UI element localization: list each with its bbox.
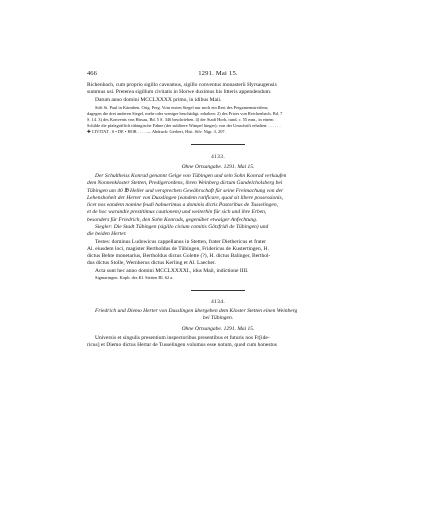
document-page (87, 70, 349, 349)
footnote-line: Stift St. Paul in Kärnthen. Orig. Perg. Vom ersten Siegel nur noch ein Rest des Pergamentstreifens; (95, 105, 269, 111)
summary-line: besonders für Friedrich, den Sohn Konrads, gegenüber etwaiger Anfechtung. (87, 216, 258, 223)
footnote-line: ✚ CIVITAT . S • DE • HOR . . . . — Abdruck: Gerbert, Hist. Silv. Nigr. 3, 207. (87, 129, 226, 135)
summary-line: licet nos eandem nomine feudi habuerimus a dominis dictis Pastoribus de Tusselingen, (87, 202, 278, 209)
summary-line: et de hoc warandie prestitimus cautionem) und weiterhin für sich und ihre Erben, (87, 209, 267, 216)
previous-document-ending (87, 82, 349, 135)
witness-line: dictus Behte monetarius, Bertholdus dictus Golette (?), H. dictus Balinger, Berthol- (87, 253, 271, 260)
page-number: 466 (87, 70, 97, 77)
sealer-line: Siegler: Die Stadt Tübingen (sigillo civium comitis Gôtzfridi de Tübingen) und (95, 224, 269, 230)
text-line: Richenbach, cum proprio sigillo caveamus, sigillo conventus monasterii Hyrsaugensis (87, 82, 277, 88)
summary-line: Der Schultheiss Konrad genannt Gelge von Tübingen und sein Sohn Konrad verkaufen (95, 172, 287, 179)
summary-line: Friedrich und Diemo Herter von Dusslingen übergeben dem Kloster Stetten einen Weinberg (95, 307, 298, 314)
document-date: Ohne Ortsangabe. 1291. Mai 15. (181, 163, 255, 170)
text-line: ricus] et Diemo dictus Hertar de Tusselingen volumus esse notum, quod cum honestus (87, 341, 277, 348)
source-note: Sigmaringen. Kopb. des Kl. Stetten Bl. 62 a. (95, 275, 174, 281)
summary-line: Lehenshoheit der Herter von Dusslingen (eandem ratificare, quod sit libere possessionis, (87, 194, 284, 201)
footnote-line: Schilde die pfalzgräflich tübingische Fahne (der sublitere Wimpel hinger); von der Umschrift erhalten: . . . . . . (87, 123, 281, 129)
witness-line: Testes: dominus Ludowicus cappellanus in Stetten, frater Diethericus et frater (95, 238, 266, 245)
witness-line: dus dictus Stolle, Wernherus dictus Kerling et Al. Laecher. (87, 260, 216, 267)
text-line: Universis et singulis presentium inspectoribus presentibus et futuris nos Fr[ide- (95, 334, 270, 341)
page-header (87, 70, 349, 82)
document-number: 4133. (210, 153, 226, 160)
footnote-line: S. 14. 3) des Konvents von Hirsau, Bd. 5 S. 346 beschrieben. 4) der Stadt Horb, rund, c. 55 mm., in einem (87, 117, 274, 123)
summary-line: bei Tübingen. (202, 315, 234, 322)
document-4134 (87, 299, 349, 349)
document-date: Ohne Ortsangabe. 1291. Mai 15. (181, 325, 255, 332)
datum-line: Datum anno domini MCCLXXXX primo, in idibus Maii. (95, 96, 222, 103)
footnote-line: dagegen die drei anderen Siegel, mehr oder weniger beschädigt, erhalten: 2) des Priors von Reichenbach, Bd. 7 (87, 111, 283, 117)
witness-line: Al. eiusdem loci, magister Bertholdus de Tûbingen, Fridericus de Kustertingen, H. (87, 245, 269, 252)
summary-line: dem Nonnenkloster Stetten, Predigerordens, ihren Weinberg dictum Gundelcholsberg bei (87, 180, 283, 187)
running-head: 1291. Mai 15. (198, 70, 238, 77)
sealer-line: die beiden Herter. (87, 231, 127, 238)
document-number: 4134. (210, 298, 226, 305)
acta-line: Acta sunt hec anno domini MCCLXXXXI., idus Maii, indictione IIII. (95, 267, 249, 274)
summary-line: Tübingen um 40 ℔ Heller und versprechen Gewährschaft für seine Freimachung von der (87, 187, 284, 194)
text-line: summus usi. Preterea sigillum civitatis in Horwe duximus his litteris appendendum. (87, 89, 272, 96)
document-4133 (87, 154, 349, 281)
